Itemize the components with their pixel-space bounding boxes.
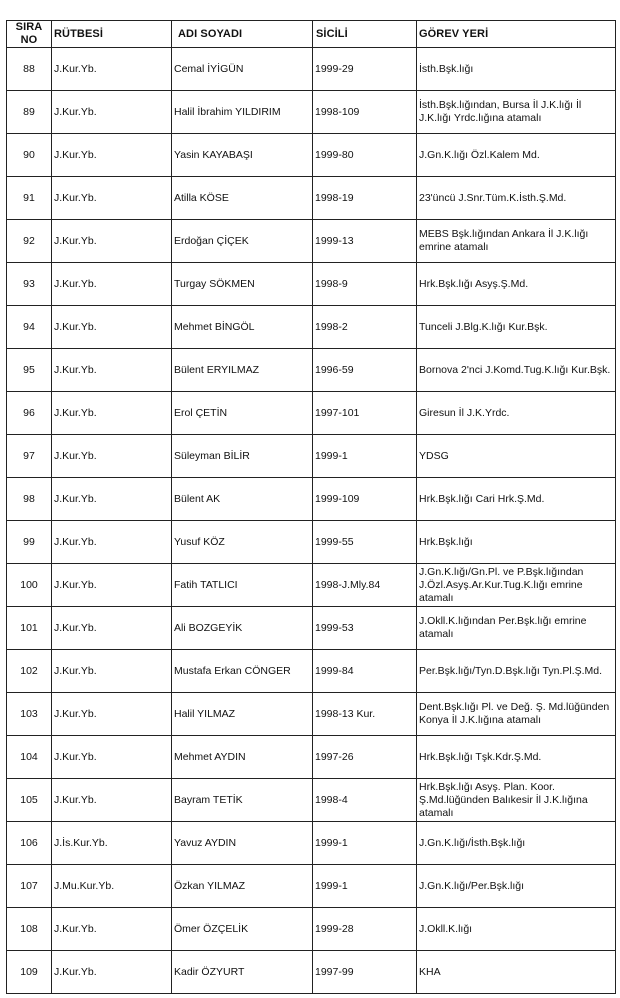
cell-sira-no: 91 (7, 177, 52, 220)
cell-gorev-yeri: Hrk.Bşk.lığı Tşk.Kdr.Ş.Md. (417, 736, 616, 779)
cell-gorev-yeri: J.Okll.K.lığından Per.Bşk.lığı emrine atamalı (417, 607, 616, 650)
cell-sicili: 1999-29 (313, 48, 417, 91)
cell-gorev-yeri: Hrk.Bşk.lığı Cari Hrk.Ş.Md. (417, 478, 616, 521)
cell-sira-no: 107 (7, 865, 52, 908)
cell-adi-soyadi: Halil YILMAZ (172, 693, 313, 736)
cell-adi-soyadi: Bülent AK (172, 478, 313, 521)
table-row (7, 650, 616, 693)
cell-sira-no: 105 (7, 779, 52, 822)
header-rutbesi: RÜTBESİ (52, 21, 172, 48)
cell-adi-soyadi: Ali BOZGEYİK (172, 607, 313, 650)
cell-rutbesi: J.Kur.Yb. (52, 650, 172, 693)
cell-gorev-yeri: J.Gn.K.lığı/Gn.Pl. ve P.Bşk.lığından J.Özl.Asyş.Ar.Kur.Tug.K.lığı emrine atamalı (417, 564, 616, 607)
table-row (7, 693, 616, 736)
cell-adi-soyadi: Fatih TATLICI (172, 564, 313, 607)
cell-gorev-yeri: Hrk.Bşk.lığı Asyş.Ş.Md. (417, 263, 616, 306)
cell-adi-soyadi: Erol ÇETİN (172, 392, 313, 435)
cell-sicili: 1998-19 (313, 177, 417, 220)
cell-sicili: 1998-13 Kur. (313, 693, 417, 736)
table-row (7, 263, 616, 306)
cell-sicili: 1999-1 (313, 865, 417, 908)
cell-sicili: 1999-55 (313, 521, 417, 564)
cell-adi-soyadi: Cemal İYİGÜN (172, 48, 313, 91)
cell-sicili: 1999-28 (313, 908, 417, 951)
table-header-row (7, 21, 616, 48)
cell-sicili: 1999-1 (313, 822, 417, 865)
table-row (7, 564, 616, 607)
cell-adi-soyadi: Halil İbrahim YILDIRIM (172, 91, 313, 134)
cell-adi-soyadi: Bayram TETİK (172, 779, 313, 822)
header-gorev-yeri: GÖREV YERİ (417, 21, 616, 48)
cell-adi-soyadi: Yasin KAYABAŞI (172, 134, 313, 177)
table-row (7, 349, 616, 392)
cell-sicili: 1997-99 (313, 951, 417, 994)
header-adi-soyadi: ADI SOYADI (172, 21, 313, 48)
cell-adi-soyadi: Ömer ÖZÇELİK (172, 908, 313, 951)
cell-sira-no: 98 (7, 478, 52, 521)
cell-gorev-yeri: MEBS Bşk.lığından Ankara İl J.K.lığı emrine atamalı (417, 220, 616, 263)
cell-sicili: 1998-J.Mly.84 (313, 564, 417, 607)
table-row (7, 521, 616, 564)
cell-sira-no: 100 (7, 564, 52, 607)
cell-sicili: 1996-59 (313, 349, 417, 392)
cell-adi-soyadi: Turgay SÖKMEN (172, 263, 313, 306)
header-sira-no: SIRA NO (7, 21, 52, 48)
cell-rutbesi: J.Kur.Yb. (52, 220, 172, 263)
table-row (7, 478, 616, 521)
cell-sira-no: 94 (7, 306, 52, 349)
cell-sira-no: 102 (7, 650, 52, 693)
cell-rutbesi: J.İs.Kur.Yb. (52, 822, 172, 865)
cell-rutbesi: J.Kur.Yb. (52, 435, 172, 478)
personnel-table (6, 20, 616, 994)
cell-gorev-yeri: J.Gn.K.lığı Özl.Kalem Md. (417, 134, 616, 177)
cell-sicili: 1999-109 (313, 478, 417, 521)
cell-gorev-yeri: Hrk.Bşk.lığı Asyş. Plan. Koor. Ş.Md.lüğünden Balıkesir İl J.K.lığına atamalı (417, 779, 616, 822)
cell-adi-soyadi: Özkan YILMAZ (172, 865, 313, 908)
cell-adi-soyadi: Mehmet AYDIN (172, 736, 313, 779)
cell-sira-no: 97 (7, 435, 52, 478)
table-row (7, 435, 616, 478)
cell-rutbesi: J.Kur.Yb. (52, 908, 172, 951)
cell-adi-soyadi: Erdoğan ÇİÇEK (172, 220, 313, 263)
cell-adi-soyadi: Kadir ÖZYURT (172, 951, 313, 994)
cell-adi-soyadi: Yusuf KÖZ (172, 521, 313, 564)
cell-gorev-yeri: J.Gn.K.lığı/İsth.Bşk.lığı (417, 822, 616, 865)
cell-rutbesi: J.Kur.Yb. (52, 48, 172, 91)
cell-sira-no: 109 (7, 951, 52, 994)
cell-sira-no: 108 (7, 908, 52, 951)
cell-rutbesi: J.Kur.Yb. (52, 177, 172, 220)
cell-sicili: 1999-80 (313, 134, 417, 177)
table-row (7, 220, 616, 263)
cell-rutbesi: J.Kur.Yb. (52, 306, 172, 349)
cell-rutbesi: J.Kur.Yb. (52, 564, 172, 607)
cell-rutbesi: J.Kur.Yb. (52, 521, 172, 564)
cell-sira-no: 104 (7, 736, 52, 779)
cell-gorev-yeri: KHA (417, 951, 616, 994)
cell-sicili: 1999-1 (313, 435, 417, 478)
cell-sicili: 1998-109 (313, 91, 417, 134)
table-row (7, 306, 616, 349)
cell-gorev-yeri: Per.Bşk.lığı/Tyn.D.Bşk.lığı Tyn.Pl.Ş.Md. (417, 650, 616, 693)
cell-sira-no: 101 (7, 607, 52, 650)
cell-sicili: 1997-101 (313, 392, 417, 435)
cell-adi-soyadi: Atilla KÖSE (172, 177, 313, 220)
cell-rutbesi: J.Kur.Yb. (52, 951, 172, 994)
cell-adi-soyadi: Mustafa Erkan CÖNGER (172, 650, 313, 693)
cell-rutbesi: J.Kur.Yb. (52, 392, 172, 435)
cell-rutbesi: J.Kur.Yb. (52, 478, 172, 521)
cell-sira-no: 88 (7, 48, 52, 91)
cell-rutbesi: J.Kur.Yb. (52, 134, 172, 177)
cell-sira-no: 90 (7, 134, 52, 177)
cell-adi-soyadi: Süleyman BİLİR (172, 435, 313, 478)
cell-sicili: 1997-26 (313, 736, 417, 779)
cell-gorev-yeri: J.Okll.K.lığı (417, 908, 616, 951)
cell-adi-soyadi: Yavuz AYDIN (172, 822, 313, 865)
cell-rutbesi: J.Kur.Yb. (52, 736, 172, 779)
cell-adi-soyadi: Mehmet BİNGÖL (172, 306, 313, 349)
cell-gorev-yeri: J.Gn.K.lığı/Per.Bşk.lığı (417, 865, 616, 908)
cell-sicili: 1998-9 (313, 263, 417, 306)
cell-adi-soyadi: Bülent ERYILMAZ (172, 349, 313, 392)
cell-sira-no: 92 (7, 220, 52, 263)
table-row (7, 392, 616, 435)
cell-gorev-yeri: Dent.Bşk.lığı Pl. ve Değ. Ş. Md.lüğünden Konya İl J.K.lığına atamalı (417, 693, 616, 736)
cell-sira-no: 99 (7, 521, 52, 564)
cell-gorev-yeri: İsth.Bşk.lığı (417, 48, 616, 91)
cell-sicili: 1999-53 (313, 607, 417, 650)
table-row (7, 822, 616, 865)
cell-sicili: 1999-84 (313, 650, 417, 693)
table-row (7, 177, 616, 220)
table-row (7, 736, 616, 779)
table-row (7, 779, 616, 822)
cell-sira-no: 96 (7, 392, 52, 435)
cell-sira-no: 106 (7, 822, 52, 865)
cell-rutbesi: J.Kur.Yb. (52, 349, 172, 392)
table-row (7, 865, 616, 908)
cell-rutbesi: J.Kur.Yb. (52, 263, 172, 306)
cell-gorev-yeri: Hrk.Bşk.lığı (417, 521, 616, 564)
cell-gorev-yeri: YDSG (417, 435, 616, 478)
cell-sira-no: 93 (7, 263, 52, 306)
table-row (7, 908, 616, 951)
cell-gorev-yeri: İsth.Bşk.lığından, Bursa İl J.K.lığı İl J.K.lığı Yrdc.lığına atamalı (417, 91, 616, 134)
table-row (7, 91, 616, 134)
table-row (7, 48, 616, 91)
cell-gorev-yeri: Giresun İl J.K.Yrdc. (417, 392, 616, 435)
cell-sira-no: 89 (7, 91, 52, 134)
cell-gorev-yeri: Bornova 2'nci J.Komd.Tug.K.lığı Kur.Bşk. (417, 349, 616, 392)
cell-gorev-yeri: 23'üncü J.Snr.Tüm.K.İsth.Ş.Md. (417, 177, 616, 220)
cell-sira-no: 95 (7, 349, 52, 392)
cell-rutbesi: J.Kur.Yb. (52, 607, 172, 650)
header-sicili: SİCİLİ (313, 21, 417, 48)
cell-rutbesi: J.Mu.Kur.Yb. (52, 865, 172, 908)
table-row (7, 134, 616, 177)
table-row (7, 607, 616, 650)
cell-sicili: 1998-4 (313, 779, 417, 822)
cell-rutbesi: J.Kur.Yb. (52, 91, 172, 134)
cell-gorev-yeri: Tunceli J.Blg.K.lığı Kur.Bşk. (417, 306, 616, 349)
cell-rutbesi: J.Kur.Yb. (52, 779, 172, 822)
table-row (7, 951, 616, 994)
cell-rutbesi: J.Kur.Yb. (52, 693, 172, 736)
cell-sira-no: 103 (7, 693, 52, 736)
cell-sicili: 1998-2 (313, 306, 417, 349)
cell-sicili: 1999-13 (313, 220, 417, 263)
